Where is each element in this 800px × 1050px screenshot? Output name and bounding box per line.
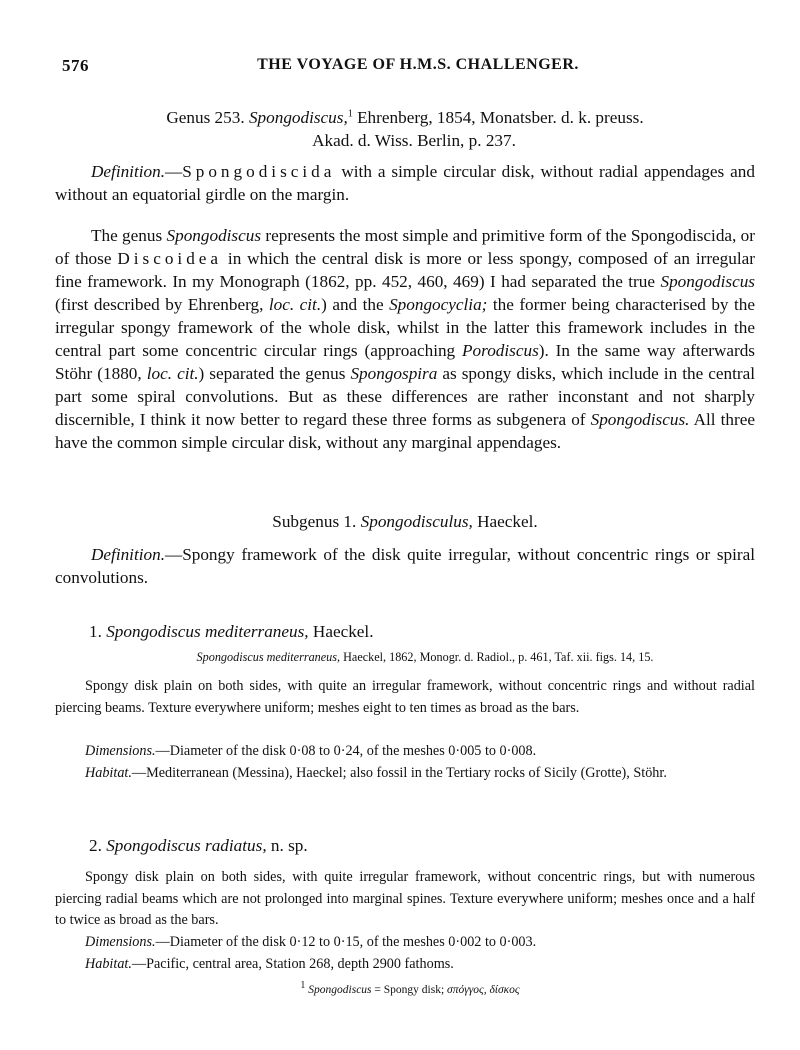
intro-text: in which the central disk is more or less spongy, composed of an irregular fine framework. In my Monograph (1862, pp. 452, 460, 469) I had separated the true [55, 249, 755, 291]
footnote-text: = Spongy disk; [371, 984, 448, 996]
species1-desc-text: Spongy disk plain on both sides, with quite an irregular framework, without concentric rings and without radial piercing beams. Texture everywhere uniform; meshes eight to ten times as broad as the bars. [55, 678, 755, 716]
species2-name: Spongodiscus radiatus, [106, 836, 267, 855]
subgenus-definition-text: —Spongy framework of the disk quite irregular, without concentric rings or spiral convolutions. [55, 545, 755, 587]
definition-text: with a simple circular disk, without radial appendages and without an equatorial girdle on the margin. [55, 162, 755, 204]
footnote-greek: σπόγγος, δίσκος [447, 984, 520, 996]
intro-text: ) and the [321, 295, 390, 314]
intro-italic: Spongocyclia; [389, 295, 488, 314]
running-title: THE VOYAGE OF H.M.S. CHALLENGER. [257, 56, 579, 73]
species2-dim-text: —Diameter of the disk 0·12 to 0·15, of the meshes 0·002 to 0·003. [155, 934, 537, 950]
subgenus-definition [55, 543, 755, 589]
intro-text: (first described by Ehrenberg, [55, 295, 269, 314]
genus-citation-line1: Ehrenberg, 1854, Monatsber. d. k. preuss. [352, 108, 644, 127]
intro-text: represents the most simple and primitive form of the Spongodiscida, or of those [55, 226, 755, 268]
species1-hab-label: Habitat. [85, 765, 132, 781]
intro-italic: loc. cit. [146, 364, 199, 383]
genus-definition: Definition.—Spongodiscida with a simple circular disk, without radial appendages and without an equatorial girdle on the margin. [55, 162, 755, 204]
page-number: 576 [62, 56, 89, 75]
page-header [62, 56, 754, 80]
footnote-name: Spongodiscus [308, 984, 372, 996]
species1-ref-name: Spongodiscus mediterraneus, [196, 650, 341, 664]
species1-description [55, 676, 755, 719]
species1-dim-label: Dimensions. [85, 743, 156, 759]
genus-citation-line2: Akad. d. Wiss. Berlin, p. 237. [312, 131, 516, 150]
species1-habitat [55, 763, 755, 785]
species2-habitat [55, 954, 755, 976]
intro-italic: loc. cit. [268, 295, 322, 314]
species1-number: 1. [89, 622, 102, 641]
subgenus-name: Spongodisculus, [360, 512, 473, 531]
intro-italic: Porodiscus [462, 341, 539, 360]
genus-footnote-mark: 1 [347, 108, 353, 120]
footnote-mark: 1 [300, 980, 306, 992]
genus-name: Spongodiscus, [248, 108, 348, 127]
species1-ref-text: Haeckel, 1862, Monogr. d. Radiol., p. 461, Taf. xii. figs. 14, 15. [340, 650, 654, 664]
genus-heading [55, 106, 755, 152]
definition-label: Definition. [91, 162, 165, 181]
species1-heading [55, 620, 755, 643]
species1-author: Haeckel. [308, 622, 374, 641]
intro-italic: Spongodiscus [660, 272, 755, 291]
species2-hab-text: —Pacific, central area, Station 268, depth 2900 fathoms. [131, 956, 454, 972]
intro-text: All three have the common simple circular disk, without any marginal appendages. [55, 410, 755, 452]
subgenus-label: Subgenus 1. [272, 512, 357, 531]
species2-number: 2. [89, 836, 102, 855]
genus-label: Genus 253. [166, 108, 245, 127]
species2-hab-label: Habitat. [85, 956, 132, 972]
intro-italic: Spongodiscus [166, 226, 262, 245]
species1-name: Spongodiscus mediterraneus, [106, 622, 309, 641]
species2-dimensions [55, 932, 755, 954]
species1-dim-text: —Diameter of the disk 0·08 to 0·24, of the meshes 0·005 to 0·008. [155, 743, 537, 759]
species2-desc-text: Spongy disk plain on both sides, with quite irregular framework, without concentric rings, but with numerous piercing radial beams which are not prolonged into marginal spines. Texture everywhere uniform; meshes once and a half to twice as broad as the bars. [55, 869, 755, 928]
footnote [55, 980, 755, 996]
intro-text: ) separated the genus [198, 364, 351, 383]
species2-dim-label: Dimensions. [85, 934, 156, 950]
intro-text: The genus [91, 226, 167, 245]
species2-author: n. sp. [266, 836, 308, 855]
genus-intro-paragraph [55, 224, 755, 454]
species1-reference [55, 650, 755, 665]
intro-italic: Spongodiscus. [590, 410, 690, 429]
definition-group: Spongodiscida [182, 162, 336, 181]
subgenus-heading [55, 510, 755, 533]
intro-spaced: Discoidea [117, 249, 223, 268]
intro-text: the former being characterised by the irregular spongy framework of the whole disk, whilst in the latter this framework includes in the central part some concentric circular rings (approaching [55, 295, 755, 360]
subgenus-definition-label: Definition. [91, 545, 165, 564]
species1-hab-text: —Mediterranean (Messina), Haeckel; also fossil in the Tertiary rocks of Sicily (Grotte), Stöhr. [131, 765, 667, 781]
intro-italic: Spongospira [350, 364, 438, 383]
species2-heading [55, 834, 755, 857]
subgenus-author: Haeckel. [472, 512, 538, 531]
intro-text: as spongy disks, which include in the central part some spiral convolutions. But as these differences are rather inconstant and not sharply discernible, I think it now better to regard these three forms as subgenera of [55, 364, 756, 429]
species2-description [55, 867, 755, 932]
species1-dimensions [55, 741, 755, 763]
intro-text: ). In the same way afterwards Stöhr (1880, [55, 341, 755, 383]
